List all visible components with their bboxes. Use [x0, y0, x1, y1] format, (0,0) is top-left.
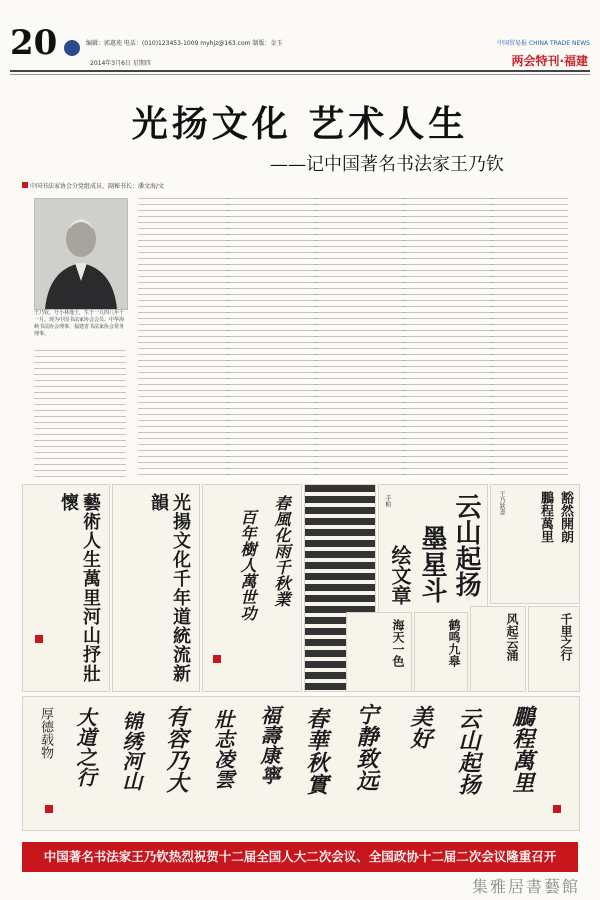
byline-marker-icon	[22, 182, 28, 188]
calligraphy-text: 鹤鸣九皋	[447, 619, 461, 667]
watermark-text: 集雅居書藝館	[471, 877, 580, 896]
calligraphy-text: 藝術人生萬里河山抒壯懷	[58, 493, 101, 683]
article-subtitle: ——记中国著名书法家王乃钦	[270, 154, 504, 175]
page-number: 20	[10, 23, 58, 63]
calligraphy-text: 春華秋實	[303, 707, 329, 795]
header-rule-thin	[10, 74, 590, 75]
red-seal-icon	[45, 805, 53, 813]
red-seal-icon	[553, 805, 561, 813]
calligraphy-panel-couplet-1	[22, 484, 110, 692]
calligraphy-panel-small-5	[528, 606, 580, 692]
header-special-edition: 两会特刊·福建	[511, 54, 588, 68]
calligraphy-panel-couplet-2	[112, 484, 200, 692]
article-column-4	[314, 198, 406, 478]
calligraphy-panel-cursive	[202, 484, 302, 692]
calligraphy-scroll	[22, 696, 580, 831]
article-column-6	[490, 198, 568, 478]
author-photo	[34, 198, 128, 310]
article-byline: 中国书法家协会分党组成员、副秘书长：潘文海/文	[30, 183, 165, 190]
calligraphy-text: 光揚文化千年道統流新韻	[148, 493, 191, 683]
calligraphy-text: 绘文章	[388, 545, 412, 605]
calligraphy-signature: 手帕	[384, 495, 391, 507]
calligraphy-text: 有容乃大	[163, 705, 189, 793]
article-column-2	[138, 198, 230, 478]
article-column-1	[34, 350, 126, 478]
calligraphy-text: 百年樹人萬世功	[238, 509, 257, 621]
calligraphy-panel-small-2	[346, 612, 412, 692]
header-rule	[10, 70, 590, 72]
red-seal-icon	[35, 635, 43, 643]
calligraphy-panel-small-1	[490, 484, 580, 604]
calligraphy-text: 海天一色	[391, 619, 405, 667]
header-date: 2014年3月6日 星期四	[90, 60, 151, 67]
calligraphy-panel-small-4	[470, 606, 526, 692]
calligraphy-gallery	[22, 484, 578, 829]
calligraphy-text: 豁然開朗	[558, 491, 573, 543]
header-info-line: 编辑：郭惠苑 电话：(010)123453-1009 myhjz@163.com 制版：金玉	[86, 40, 283, 47]
calligraphy-text: 大道之行	[73, 707, 97, 787]
article-title: 光扬文化 艺术人生	[131, 103, 469, 145]
calligraphy-text: 鵬程萬里	[538, 491, 553, 543]
congratulation-banner-text: 中国著名书法家王乃钦热烈祝贺十二届全国人大二次会议、全国政协十二届二次会议隆重召开	[43, 849, 557, 864]
header-paper-name: 中国贸易报 CHINA TRADE NEWS	[497, 40, 590, 47]
calligraphy-text: 云山起扬	[451, 493, 481, 597]
newspaper-logo-icon	[64, 40, 80, 56]
calligraphy-text: 壯志凌雲	[211, 709, 235, 789]
calligraphy-panel-small-3	[414, 612, 468, 692]
calligraphy-text: 锦绣河山	[119, 711, 143, 791]
calligraphy-text: 墨星斗	[417, 525, 447, 603]
calligraphy-text: 福壽康寧	[257, 705, 281, 785]
photo-caption-text: 王乃钦，号小林逸士，生于一九四八年十一月。现为中国书法家协会会员、中华海峡书法协会理事、福建省书法家协会常务理事。	[34, 310, 125, 337]
calligraphy-text: 美好	[407, 705, 433, 749]
article-column-3	[226, 198, 318, 478]
calligraphy-text: 鵬程萬里	[509, 705, 535, 793]
calligraphy-text: 春風化雨千秋業	[272, 495, 291, 607]
calligraphy-text: 厚德载物	[38, 707, 53, 759]
calligraphy-text: 云山起扬	[455, 707, 481, 795]
calligraphy-text: 千里之行	[559, 613, 573, 661]
red-seal-icon	[213, 655, 221, 663]
photo-caption	[34, 310, 126, 338]
calligraphy-text: 宁静致远	[353, 703, 379, 791]
article-column-5	[402, 198, 494, 478]
calligraphy-text: 风起云涌	[505, 613, 519, 661]
calligraphy-signature: 王乃欽書	[498, 491, 505, 515]
